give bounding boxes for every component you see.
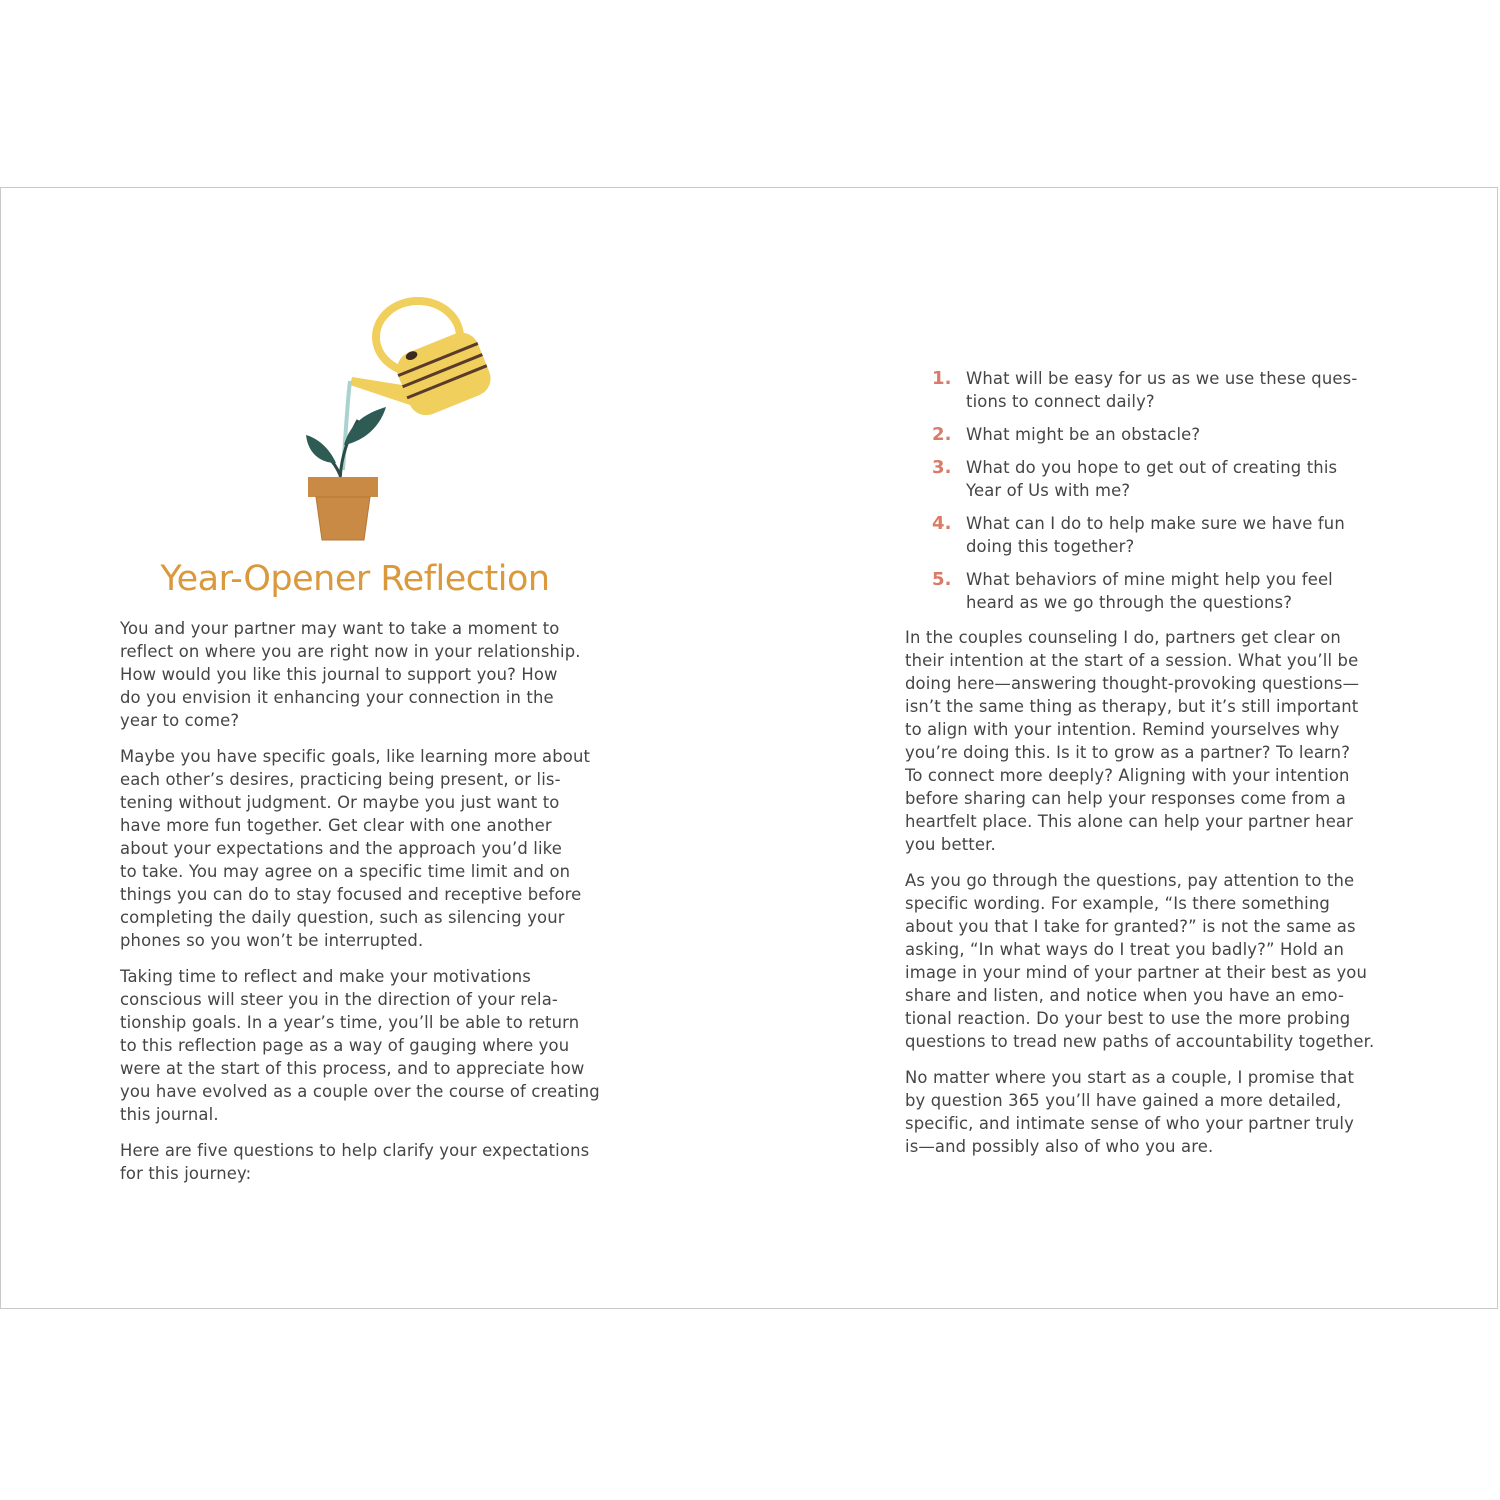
text-line: their intention at the start of a session. What you’ll be xyxy=(905,651,1359,670)
text-line: How would you like this journal to support you? How xyxy=(120,665,558,684)
list-item xyxy=(932,568,1382,614)
text-line: to take. You may agree on a specific time limit and on xyxy=(120,862,571,881)
text-line: have more fun together. Get clear with one another xyxy=(120,816,552,835)
text-line: do you envision it enhancing your connection in the xyxy=(120,688,554,707)
text-line: you have evolved as a couple over the course of creating xyxy=(120,1082,600,1101)
text-line: What will be easy for us as we use these ques- xyxy=(966,369,1358,388)
text-line: tional reaction. Do your best to use the more probing xyxy=(905,1009,1351,1028)
list-item xyxy=(932,512,1382,558)
paragraph xyxy=(120,617,600,732)
text-line: Year of Us with me? xyxy=(966,481,1131,500)
text-line: completing the daily question, such as silencing your xyxy=(120,908,565,927)
text-line: things you can do to stay focused and receptive before xyxy=(120,885,582,904)
list-item xyxy=(932,367,1382,413)
text-line: questions to tread new paths of accountability together. xyxy=(905,1032,1375,1051)
question-number: 4. xyxy=(932,513,952,534)
paragraph xyxy=(905,626,1385,856)
text-line: Taking time to reflect and make your motivations xyxy=(120,967,531,986)
text-line: about you that I take for granted?” is not the same as xyxy=(905,917,1356,936)
text-line: were at the start of this process, and to appreciate how xyxy=(120,1059,585,1078)
text-line: tions to connect daily? xyxy=(966,392,1155,411)
text-line: In the couples counseling I do, partners get clear on xyxy=(905,628,1341,647)
question-number: 3. xyxy=(932,457,952,478)
text-line: conscious will steer you in the direction of your rela- xyxy=(120,990,558,1009)
text-line: share and listen, and notice when you have an emo- xyxy=(905,986,1345,1005)
right-column xyxy=(905,626,1385,1171)
left-column xyxy=(120,617,600,1198)
paragraph xyxy=(905,1066,1385,1158)
paragraph xyxy=(120,965,600,1126)
question-list xyxy=(932,367,1382,624)
question-number: 2. xyxy=(932,424,952,445)
text-line: doing here—answering thought-provoking questions— xyxy=(905,674,1360,693)
paragraph xyxy=(905,869,1385,1053)
question-number: 5. xyxy=(932,569,952,590)
text-line: To connect more deeply? Aligning with your intention xyxy=(905,766,1350,785)
text-line: to this reflection page as a way of gauging where you xyxy=(120,1036,570,1055)
text-line: is—and possibly also of who you are. xyxy=(905,1137,1214,1156)
text-line: to align with your intention. Remind yourselves why xyxy=(905,720,1340,739)
text-line: about your expectations and the approach you’d like xyxy=(120,839,562,858)
text-line: you better. xyxy=(905,835,996,854)
watering-can-plant-icon xyxy=(300,295,495,550)
text-line: What can I do to help make sure we have fun xyxy=(966,514,1345,533)
text-line: tening without judgment. Or maybe you just want to xyxy=(120,793,560,812)
text-line: Here are five questions to help clarify your expectations xyxy=(120,1141,590,1160)
text-line: specific, and intimate sense of who your partner truly xyxy=(905,1114,1354,1133)
text-line: heard as we go through the questions? xyxy=(966,593,1293,612)
paragraph xyxy=(120,745,600,952)
text-line: tionship goals. In a year’s time, you’ll be able to return xyxy=(120,1013,580,1032)
text-line: before sharing can help your responses come from a xyxy=(905,789,1346,808)
text-line: As you go through the questions, pay attention to the xyxy=(905,871,1355,890)
text-line: year to come? xyxy=(120,711,240,730)
text-line: doing this together? xyxy=(966,537,1135,556)
text-line: for this journey: xyxy=(120,1164,252,1183)
text-line: What might be an obstacle? xyxy=(966,425,1201,444)
list-item xyxy=(932,423,1382,446)
text-line: Maybe you have specific goals, like learning more about xyxy=(120,747,591,766)
text-line: What behaviors of mine might help you feel xyxy=(966,570,1333,589)
text-line: this journal. xyxy=(120,1105,219,1124)
text-line: heartfelt place. This alone can help your partner hear xyxy=(905,812,1354,831)
paragraph xyxy=(120,1139,600,1185)
text-line: specific wording. For example, “Is there something xyxy=(905,894,1330,913)
text-line: phones so you won’t be interrupted. xyxy=(120,931,424,950)
page-title: Year-Opener Reflection xyxy=(160,559,550,599)
text-line: No matter where you start as a couple, I promise that xyxy=(905,1068,1355,1087)
text-line: image in your mind of your partner at their best as you xyxy=(905,963,1368,982)
text-line: reflect on where you are right now in your relationship. xyxy=(120,642,581,661)
question-number: 1. xyxy=(932,368,952,389)
text-line: you’re doing this. Is it to grow as a partner? To learn? xyxy=(905,743,1351,762)
text-line: asking, “In what ways do I treat you badly?” Hold an xyxy=(905,940,1344,959)
text-line: each other’s desires, practicing being present, or lis- xyxy=(120,770,561,789)
list-item xyxy=(932,456,1382,502)
text-line: isn’t the same thing as therapy, but it’s still important xyxy=(905,697,1359,716)
text-line: by question 365 you’ll have gained a more detailed, xyxy=(905,1091,1342,1110)
text-line: What do you hope to get out of creating this xyxy=(966,458,1338,477)
text-line: You and your partner may want to take a moment to xyxy=(120,619,560,638)
